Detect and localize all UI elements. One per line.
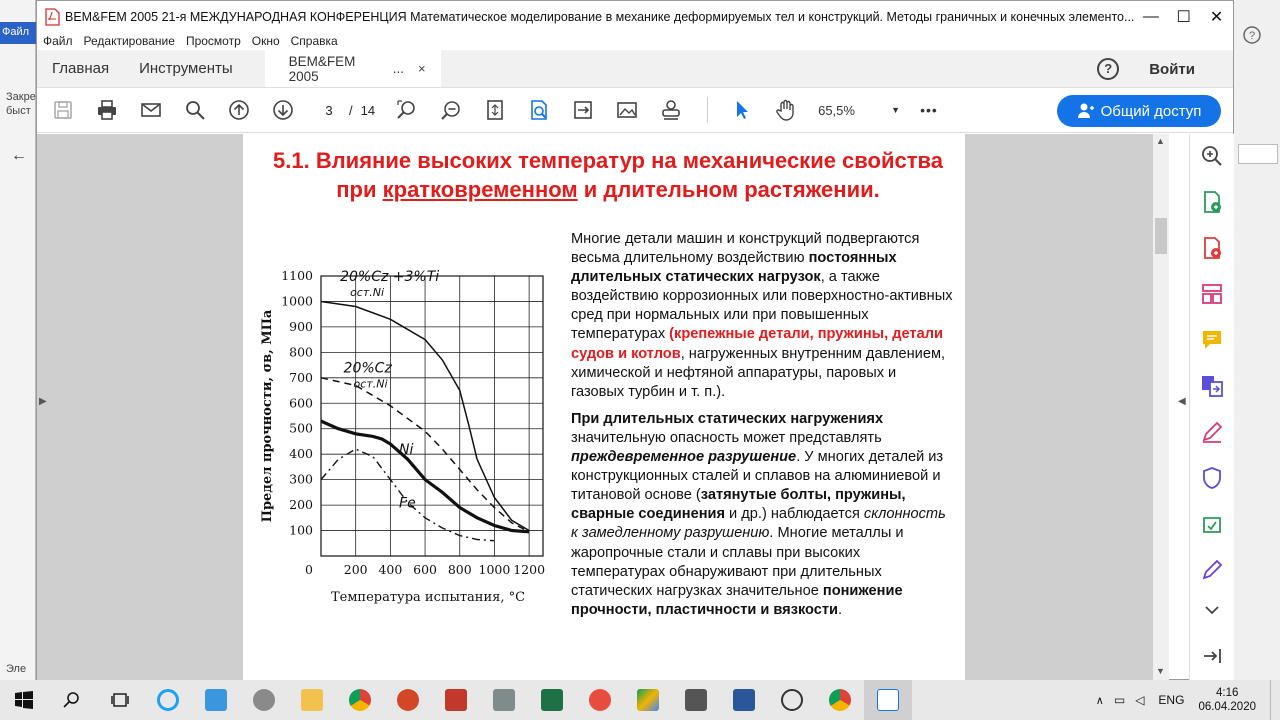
tab-bar: [37, 50, 1233, 88]
background-ribbon-tab[interactable]: Файл: [0, 22, 36, 44]
chevron-down-icon: ▼: [891, 105, 901, 115]
more-tool[interactable]: [1198, 556, 1226, 584]
taskbar-powerpoint[interactable]: [384, 680, 432, 720]
start-button[interactable]: [0, 680, 48, 720]
taskbar-app-c[interactable]: [576, 680, 624, 720]
series-sublabel: ост.Ni: [353, 377, 388, 391]
organize-pages-tool[interactable]: [1198, 280, 1226, 308]
search-button[interactable]: [48, 680, 96, 720]
close-button[interactable]: ✕: [1209, 8, 1224, 26]
menu-view[interactable]: Просмотр: [185, 34, 241, 48]
text-bold-italic: преждевременное разрушение: [571, 449, 797, 466]
page-separator: /: [349, 102, 353, 118]
network-icon[interactable]: ▭: [1113, 693, 1126, 707]
y-tick-label: 700: [289, 369, 313, 385]
select-tool-button[interactable]: [730, 98, 754, 122]
y-tick-label: 900: [289, 318, 313, 334]
menu-file[interactable]: Файл: [43, 34, 73, 48]
y-tick-label: 300: [289, 471, 313, 487]
menu-bar: [37, 32, 1233, 50]
combine-tool[interactable]: [1198, 372, 1226, 400]
series-label: 20%Cz: [343, 360, 392, 377]
text-bold: постоянных длительных статических нагрузок: [571, 250, 897, 286]
keyboard-icon: [493, 689, 515, 711]
y-tick-label: 1000: [281, 293, 313, 309]
toolbar: [37, 88, 1233, 133]
marquee-zoom-icon: [396, 99, 418, 121]
drive-icon: [637, 689, 659, 711]
organize-pages-icon: [1200, 282, 1224, 306]
next-page-button[interactable]: [271, 98, 295, 122]
search-button[interactable]: [183, 98, 207, 122]
tab-document[interactable]: [265, 50, 441, 87]
background-window-right: [1234, 0, 1280, 680]
pdf-app-icon: [45, 9, 59, 25]
protect-tool[interactable]: [1198, 464, 1226, 492]
zoom-select[interactable]: [818, 103, 900, 118]
search-icon: [184, 99, 206, 121]
toolbar-separator: [707, 97, 708, 123]
zoom-out-button[interactable]: [439, 98, 463, 122]
combine-files-icon: [1200, 374, 1224, 398]
arrow-up-circle-icon: [228, 99, 250, 121]
paragraph-1: [571, 230, 953, 402]
find-text-icon: [528, 99, 550, 121]
share-button-label: Общий доступ: [1100, 102, 1202, 120]
taskbar-chrome-2[interactable]: [816, 680, 864, 720]
chrome-icon: [349, 689, 371, 711]
text-italic: склонность к замедленному разрушению: [571, 506, 946, 542]
email-button[interactable]: [139, 98, 163, 122]
right-tools-pane: [1189, 134, 1234, 680]
expand-tools[interactable]: [1198, 596, 1226, 624]
save-button[interactable]: [51, 98, 75, 122]
menu-help[interactable]: Справка: [290, 34, 338, 48]
fit-page-icon: [484, 99, 506, 121]
show-desktop-button[interactable]: [1270, 680, 1280, 720]
acrobat-icon: [877, 689, 899, 711]
text-run: , а также воздействию коррозионных или поверхностно-активных сред при нормальных или при повышенных температурах: [571, 269, 953, 343]
text-bold: затянутые болты, пружины, сварные соединения: [571, 487, 906, 523]
export-pdf-icon: [1200, 190, 1224, 214]
taskbar-app-circle[interactable]: [768, 680, 816, 720]
collapse-pane-icon: [1200, 644, 1224, 668]
taskbar-word[interactable]: [720, 680, 768, 720]
x-tick-label: 800: [447, 562, 472, 577]
tab-tools[interactable]: Инструменты: [139, 60, 233, 77]
stamp-button[interactable]: [659, 98, 683, 122]
menu-edit[interactable]: Редактирование: [83, 34, 175, 48]
app-icon: [445, 689, 467, 711]
taskbar-drive[interactable]: [624, 680, 672, 720]
language-indicator[interactable]: ENG: [1158, 693, 1185, 707]
x-axis-label: Температура испытания, °С: [330, 590, 526, 605]
arrow-down-circle-icon: [272, 99, 294, 121]
x-tick-label: 0: [305, 562, 313, 577]
fill-sign-tool[interactable]: [1198, 418, 1226, 446]
print-button[interactable]: [95, 98, 119, 122]
clock[interactable]: [1198, 686, 1256, 714]
send-tool[interactable]: [1198, 510, 1226, 538]
document-viewport[interactable]: [37, 134, 1186, 680]
export-pdf-tool[interactable]: [1198, 188, 1226, 216]
background-search-box[interactable]: [1238, 144, 1278, 164]
app-icon: [781, 689, 803, 711]
text-red: (крепежные детали, пружины, детали судов и котлов: [571, 326, 943, 362]
fit-page-button[interactable]: [483, 98, 507, 122]
tab-document-label: BEM&FEM 2005: [288, 53, 356, 84]
find-button[interactable]: [527, 98, 551, 122]
app-icon: [589, 689, 611, 711]
zoom-in-icon: [1200, 144, 1224, 168]
vertical-scrollbar[interactable]: [1153, 134, 1169, 680]
text-run: Многие детали машин и конструкций подвергаются весьма длительному воздействию: [571, 231, 920, 267]
y-tick-label: 500: [289, 420, 313, 436]
save-icon: [52, 99, 74, 121]
taskbar-chrome[interactable]: [336, 680, 384, 720]
y-tick-label: 100: [289, 522, 313, 538]
marquee-zoom-button[interactable]: [395, 98, 419, 122]
series-sublabel: ост.Ni: [350, 286, 385, 300]
more-tools-button[interactable]: •••: [920, 102, 938, 118]
back-arrow-icon[interactable]: ←: [11, 147, 27, 164]
create-pdf-tool[interactable]: [1198, 234, 1226, 262]
svg-text:?: ?: [1248, 30, 1256, 42]
chrome-icon: [829, 689, 851, 711]
comment-icon: [1200, 328, 1224, 352]
series-label: 20%Cz +3%Ti: [340, 269, 440, 286]
task-view-button[interactable]: [96, 680, 144, 720]
system-tray: [1096, 680, 1280, 720]
strength-temperature-chart: [255, 254, 555, 605]
x-tick-label: 1200: [513, 562, 546, 577]
folder-icon: [301, 689, 323, 711]
taskbar-explorer-window[interactable]: [192, 680, 240, 720]
tab-close-icon[interactable]: ×: [418, 61, 426, 76]
maximize-button[interactable]: ☐: [1176, 8, 1191, 26]
taskbar: [0, 680, 1280, 720]
y-axis-label: Предел прочности, σв, МПа: [260, 309, 275, 523]
plot-frame: [321, 276, 543, 556]
envelope-icon: [140, 99, 162, 121]
app-icon: [253, 689, 275, 711]
pen-sign-icon: [1200, 420, 1224, 444]
taskbar-app-keyboard[interactable]: [480, 680, 528, 720]
x-tick-label: 1000: [478, 562, 511, 577]
scroll-down-icon[interactable]: ▼: [1156, 666, 1165, 676]
page-title: [263, 146, 953, 204]
background-text: Эле: [6, 663, 27, 675]
help-button[interactable]: ?: [1097, 58, 1119, 80]
scroll-up-icon[interactable]: ▲: [1156, 136, 1165, 146]
clock-date: 06.04.2020: [1198, 701, 1256, 713]
background-window-left: [0, 0, 36, 680]
window-title: BEM&FEM 2005 21-я МЕЖДУНАРОДНАЯ КОНФЕРЕНЦИЯ Математическое моделирование в механике деформируемых тел и конструкций. Методы граничных и конечных элементо...: [65, 9, 1135, 24]
text-run: . У многих деталей из конструкционных сталей и сплавов на алюминиевой и титановой основе (: [571, 449, 944, 504]
y-tick-label: 600: [289, 395, 313, 411]
zoom-value: 65,5%: [818, 102, 855, 118]
collapse-pane[interactable]: [1198, 642, 1226, 670]
title-bar: [37, 1, 1233, 32]
title-part1: 5.1. Влияние высоких температур на механические свойства при: [273, 148, 943, 202]
background-text: Закре: [6, 91, 36, 103]
text-run: .: [838, 601, 843, 618]
stamp-icon: [660, 99, 682, 121]
text-run: и др.) наблюдается: [725, 506, 864, 523]
powerpoint-icon: [397, 689, 419, 711]
y-tick-label: 1100: [281, 268, 313, 283]
tab-home[interactable]: Главная: [52, 60, 110, 77]
pdf-page: [243, 134, 965, 680]
taskbar-file-explorer[interactable]: [288, 680, 336, 720]
scroll-thumb[interactable]: [1155, 218, 1167, 254]
tab-document-ellipsis: ...: [392, 61, 405, 76]
image-icon: [616, 99, 638, 121]
taskbar-acrobat-active[interactable]: [864, 680, 912, 720]
help-circle-icon[interactable]: [1242, 25, 1262, 45]
zoom-out-icon: [440, 99, 462, 121]
right-panel-toggle-icon[interactable]: ◀: [1178, 396, 1186, 407]
menu-window[interactable]: Окно: [251, 34, 280, 48]
title-underlined: кратковременном: [382, 177, 578, 202]
window-app-icon: [205, 689, 227, 711]
task-view-icon: [111, 691, 129, 709]
text-bold: При длительных статических нагружениях: [571, 410, 884, 427]
internet-explorer-icon: [157, 689, 179, 711]
title-part2: и длительном растяжении.: [577, 177, 880, 202]
text-run: , нагруженных внутренним давлением, химической и нефтяной аппаратуры, паровых и газовых турбин и т. п.).: [571, 345, 946, 400]
series-label: Fe: [399, 495, 416, 512]
share-button[interactable]: [1057, 95, 1221, 127]
text-run: . Многие металлы и жаропрочные стали и сплавы при высоких температурах обнаруживают при длительных статических нагрузках значительное: [571, 525, 904, 599]
send-signature-icon: [1200, 512, 1224, 536]
taskbar-calculator[interactable]: [672, 680, 720, 720]
prev-page-button[interactable]: [227, 98, 251, 122]
hand-tool-button[interactable]: [774, 98, 798, 122]
background-text: быст: [6, 105, 31, 117]
text-run: значительную опасность может представлять: [571, 429, 882, 446]
y-tick-label: 800: [289, 344, 313, 360]
taskbar-app-red[interactable]: [432, 680, 480, 720]
y-tick-label: 400: [289, 446, 313, 462]
y-tick-label: 200: [289, 497, 313, 513]
windows-logo-icon: [15, 691, 33, 709]
create-pdf-icon: [1200, 236, 1224, 260]
x-tick-label: 400: [378, 562, 403, 577]
text-bold: понижение прочности, пластичности и вязкости: [571, 582, 903, 618]
hand-icon: [775, 99, 797, 121]
zoom-tool[interactable]: [1198, 142, 1226, 170]
word-icon: [733, 689, 755, 711]
calculator-icon: [685, 689, 707, 711]
taskbar-ie[interactable]: [144, 680, 192, 720]
sign-in-button[interactable]: Войти: [1149, 60, 1195, 78]
volume-icon[interactable]: ◁: [1135, 693, 1145, 707]
page-number-input[interactable]: 3: [325, 102, 333, 118]
taskbar-excel[interactable]: [528, 680, 576, 720]
export-icon: [572, 99, 594, 121]
edit-pen-icon: [1200, 558, 1224, 582]
minimize-button[interactable]: —: [1142, 7, 1159, 25]
add-user-icon: [1077, 102, 1095, 120]
export-button[interactable]: [571, 98, 595, 122]
excel-icon: [541, 689, 563, 711]
acrobat-window: [36, 0, 1234, 680]
tray-expand-icon[interactable]: ∧: [1095, 694, 1104, 707]
page-navigator: [315, 103, 375, 118]
x-tick-label: 200: [343, 562, 368, 577]
shield-icon: [1200, 466, 1224, 490]
left-panel-toggle-icon[interactable]: ▶: [39, 396, 47, 407]
cursor-arrow-icon: [731, 99, 753, 121]
search-icon: [63, 691, 81, 709]
clock-time: 4:16: [1216, 687, 1239, 699]
image-button[interactable]: [615, 98, 639, 122]
chevron-down-icon: [1200, 598, 1224, 622]
x-tick-label: 600: [413, 562, 437, 577]
page-total: 14: [360, 102, 376, 118]
body-text: [571, 230, 953, 628]
series-label: Ni: [399, 442, 414, 459]
comment-tool[interactable]: [1198, 326, 1226, 354]
taskbar-mathcad[interactable]: [240, 680, 288, 720]
print-icon: [96, 99, 118, 121]
paragraph-2: [571, 410, 953, 620]
